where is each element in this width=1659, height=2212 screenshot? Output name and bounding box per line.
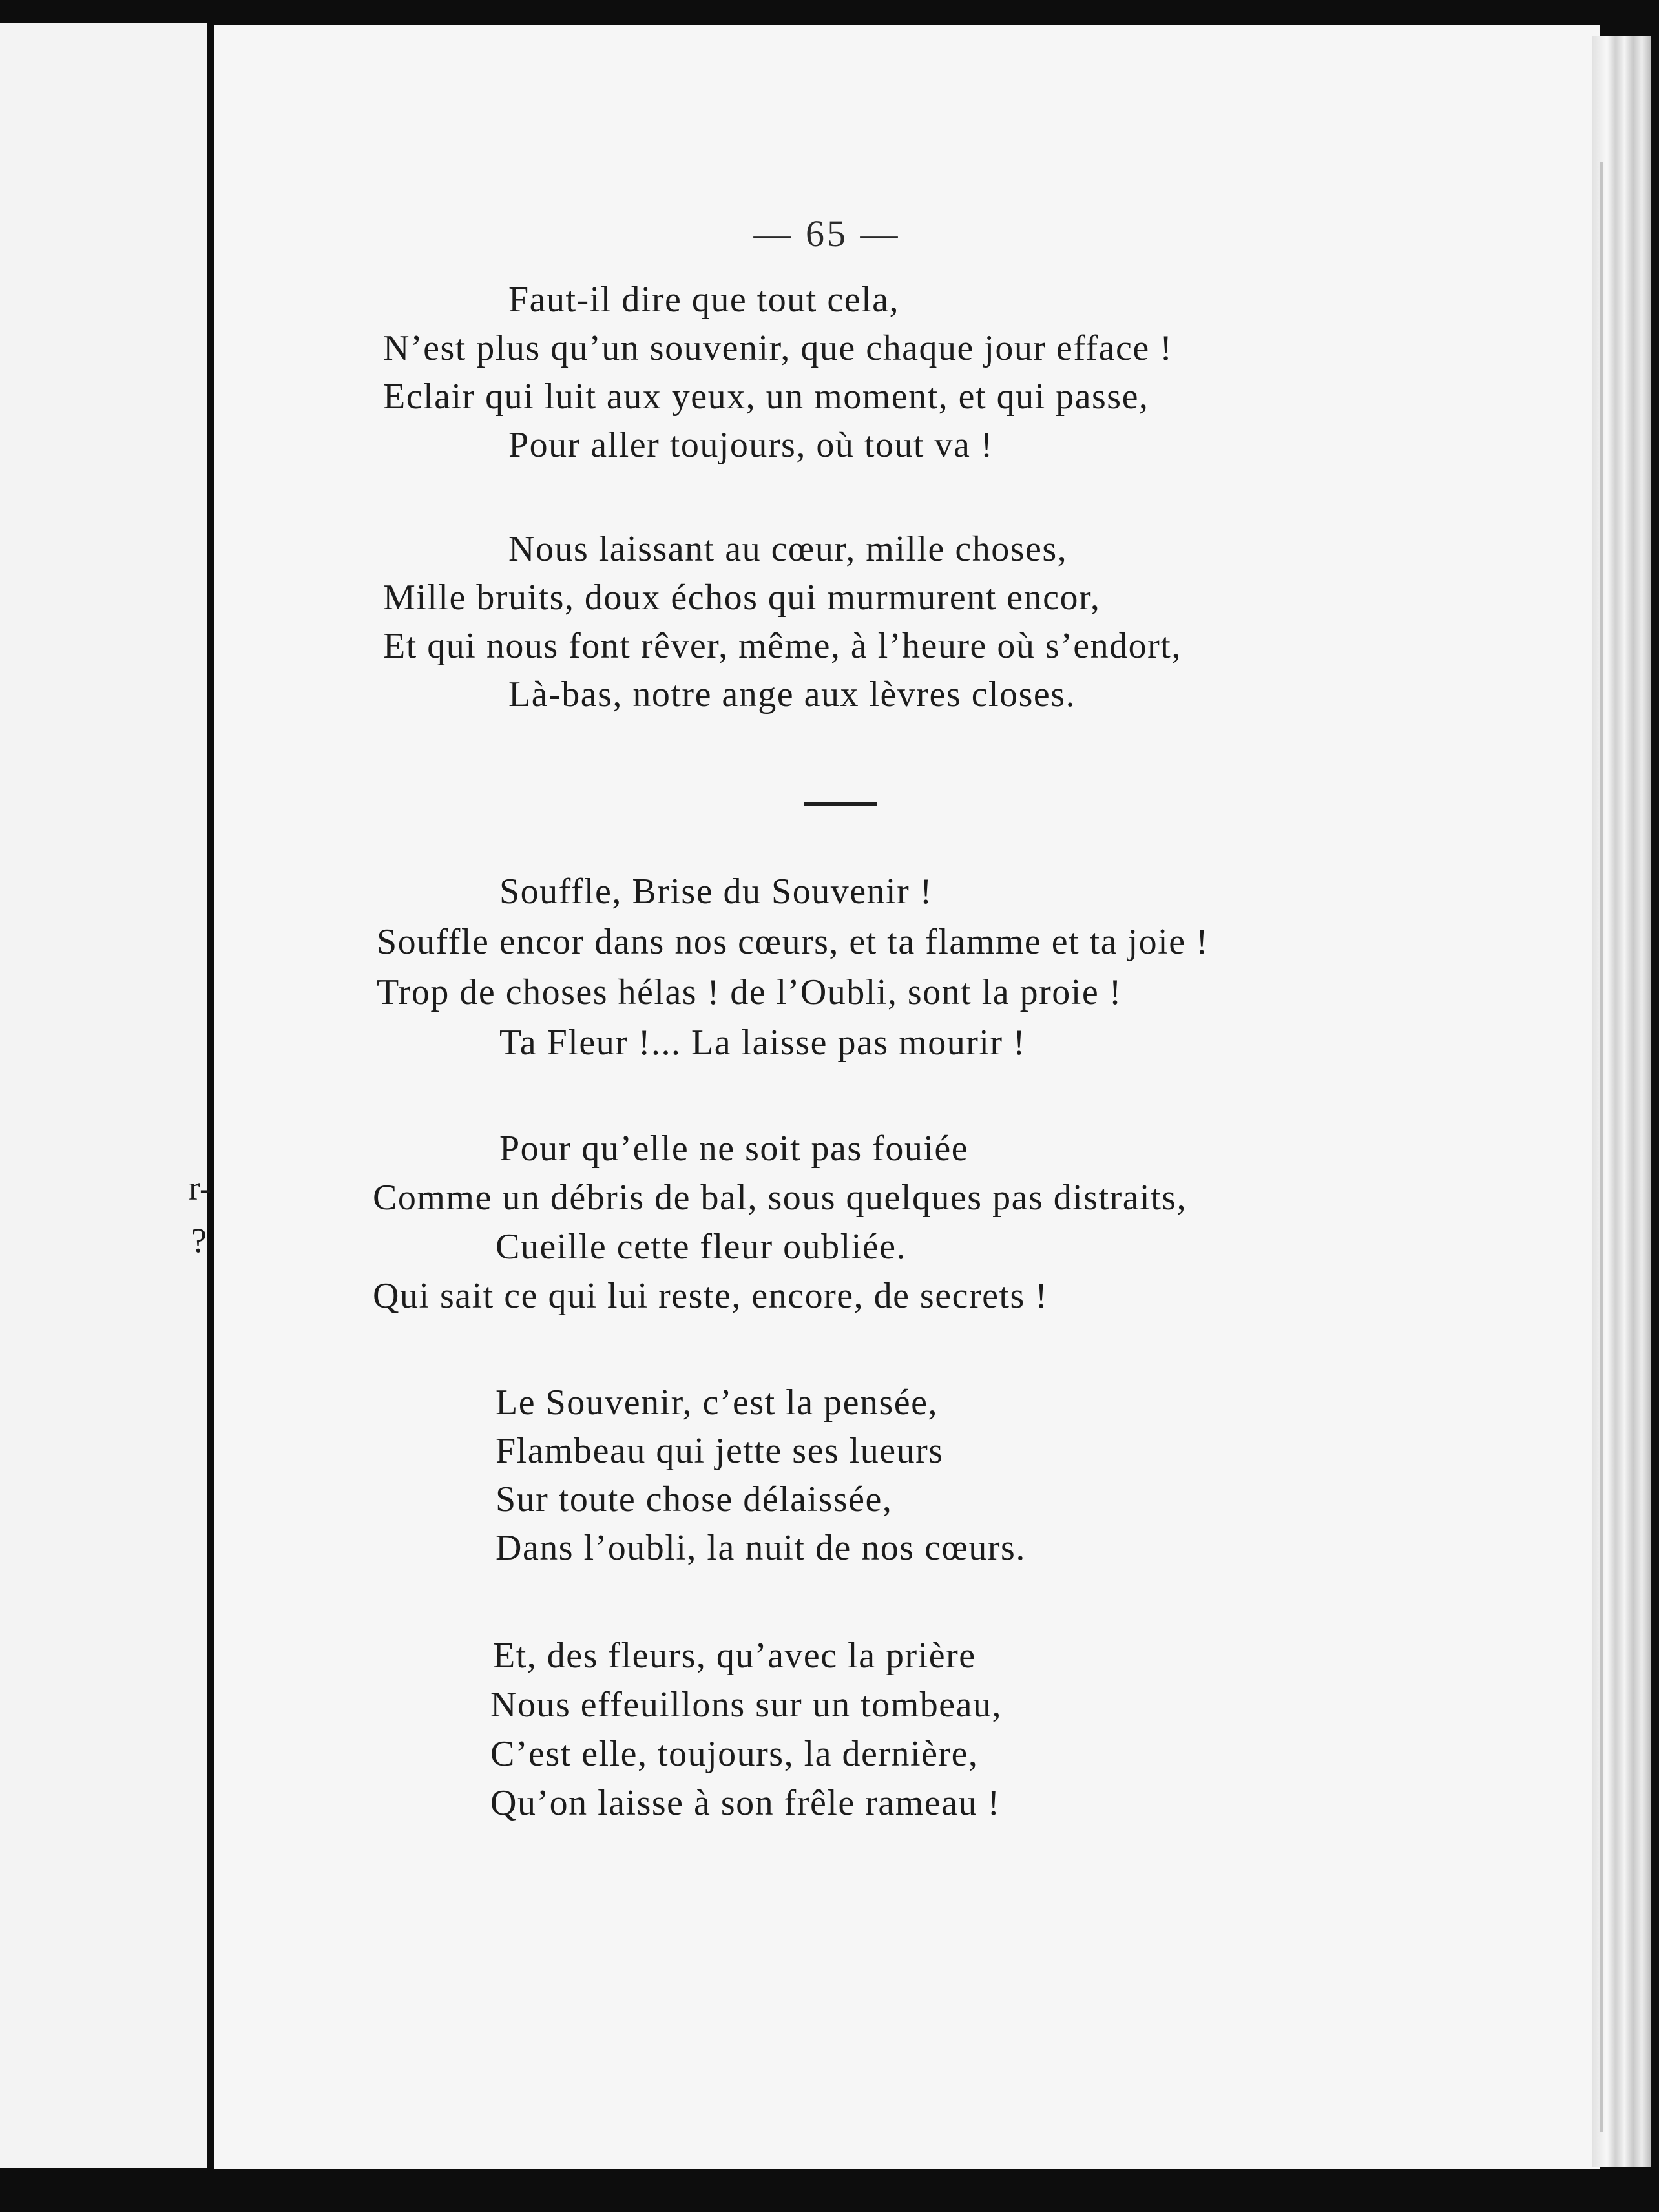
- verse-line: Flambeau qui jette ses lueurs: [496, 1431, 944, 1471]
- verse-line: Le Souvenir, c’est la pensée,: [496, 1382, 939, 1423]
- verse-line: Pour qu’elle ne soit pas fouiée: [499, 1129, 969, 1169]
- left-page-fragment: ?: [191, 1221, 207, 1260]
- verse-line: Trop de choses hélas ! de l’Oubli, sont la proie !: [377, 972, 1122, 1012]
- section-divider: [804, 802, 877, 806]
- verse-line: Souffle encor dans nos cœurs, et ta flamme et ta joie !: [377, 922, 1209, 962]
- verse-line: N’est plus qu’un souvenir, que chaque jour efface !: [383, 328, 1173, 368]
- verse-line: Faut-il dire que tout cela,: [508, 280, 899, 320]
- verse-line: Là-bas, notre ange aux lèvres closes.: [508, 674, 1076, 715]
- verse-line: Sur toute chose délaissée,: [496, 1479, 893, 1519]
- verse-line: Et qui nous font rêver, même, à l’heure où s’endort,: [383, 626, 1182, 666]
- verse-line: Eclair qui luit aux yeux, un moment, et qui passe,: [383, 377, 1149, 417]
- verse-line: Cueille cette fleur oubliée.: [496, 1227, 906, 1267]
- verse-line: Pour aller toujours, où tout va !: [508, 425, 994, 465]
- verse-line: Qui sait ce qui lui reste, encore, de secrets !: [373, 1276, 1049, 1316]
- verse-line: Dans l’oubli, la nuit de nos cœurs.: [496, 1528, 1026, 1568]
- left-page-edge: [0, 23, 207, 2168]
- verse-line: Qu’on laisse à son frêle rameau !: [490, 1783, 1001, 1823]
- verse-line: Souffle, Brise du Souvenir !: [499, 871, 933, 912]
- verse-line: C’est elle, toujours, la dernière,: [490, 1734, 979, 1774]
- verse-line: Ta Fleur !... La laisse pas mourir !: [499, 1023, 1027, 1063]
- left-page-fragment: r-: [189, 1169, 211, 1207]
- verse-line: Mille bruits, doux échos qui murmurent encor,: [383, 578, 1101, 618]
- verse-line: Nous laissant au cœur, mille choses,: [508, 529, 1068, 569]
- page-number: — 65 —: [753, 213, 901, 255]
- page-stack-line: [1600, 162, 1603, 2132]
- verse-line: Nous effeuillons sur un tombeau,: [490, 1685, 1002, 1725]
- verse-line: Comme un débris de bal, sous quelques pas distraits,: [373, 1178, 1187, 1218]
- verse-line: Et, des fleurs, qu’avec la prière: [493, 1636, 976, 1676]
